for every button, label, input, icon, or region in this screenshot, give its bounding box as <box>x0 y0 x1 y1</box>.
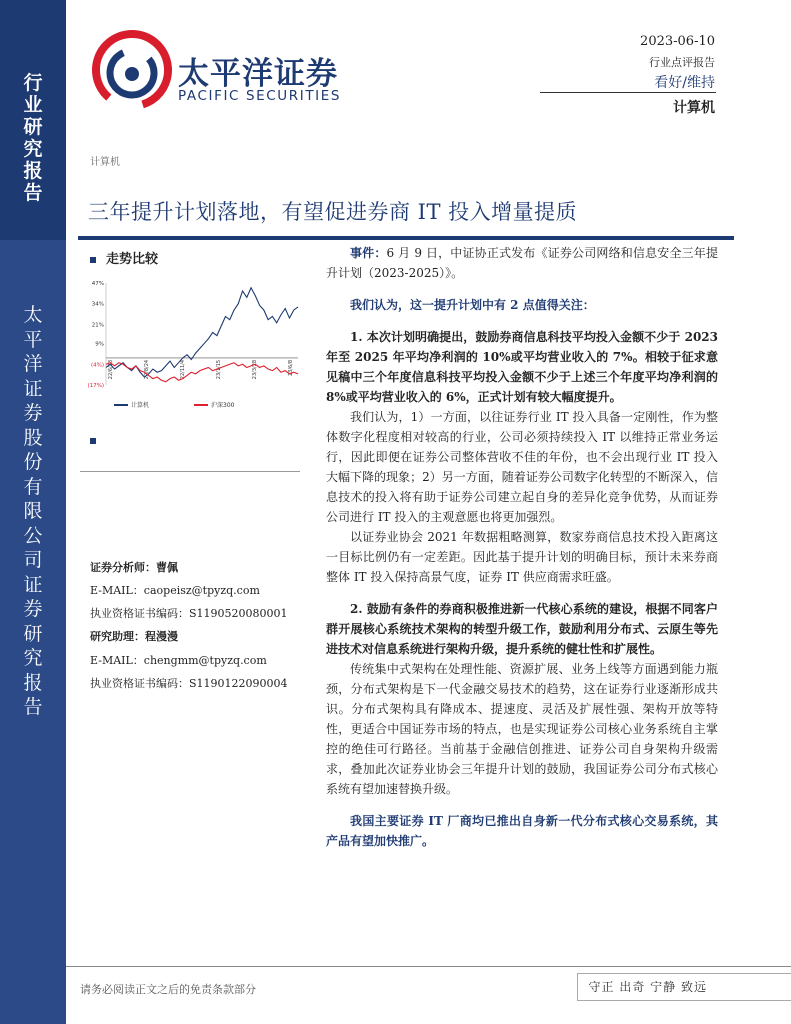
report-body <box>326 243 718 851</box>
event-paragraph <box>326 243 718 283</box>
logo-chinese-name: 太平洋证券 <box>178 56 338 92</box>
header-divider <box>540 92 716 93</box>
sidebar-bottom-char: 平 <box>23 328 43 351</box>
sidebar-top-char: 报 <box>23 160 43 182</box>
x-tick-label: 23/3/28 <box>252 359 258 380</box>
point1-body2: 以证券业协会 2021 年数据粗略测算，数家券商信息技术投入距离这一目标比例仍有一定差距。因此基于提升计划的明确目标，预计未来券商整体 IT 投入保持高景气度，证券 IT 供应商需求旺盛。 <box>326 530 718 584</box>
conclusion-paragraph: 我国主要证券 IT 厂商均已推出自身新一代分布式核心交易系统，其产品有望加快推广。 <box>326 814 718 848</box>
footer-divider <box>66 966 791 967</box>
sidebar-bottom-char: 限 <box>23 500 43 522</box>
sidebar-top-char: 研 <box>23 116 43 138</box>
sidebar-bottom-char: 太 <box>23 304 43 326</box>
sidebar-bottom-char: 股 <box>23 426 43 449</box>
sidebar-bottom-char: 报 <box>23 671 43 694</box>
event-text: 6 月 9 日，中证协正式发布《证券公司网络和信息安全三年提升计划（2023-2025）》。 <box>326 246 718 280</box>
assistant-email: E-MAIL：chengmm@tpyzq.com <box>90 654 267 667</box>
sidebar-bottom-char: 券 <box>23 402 43 424</box>
y-tick-label: 9% <box>95 341 104 348</box>
analyst-name: 证券分析师：曹佩 <box>90 561 178 574</box>
point1-title: 1. 本次计划明确提出，鼓励券商信息科技平均投入金额不少于 2023 年至 2025 年平均净利润的 10%或平均营业收入的 7%。相较于征求意见稿中三个年度信息科技平均投入金额不少于上述三个年度平均净利润的 8%或平均营业收入的 6%，正式计划有较大幅度提升。 <box>326 330 718 404</box>
sidebar-bottom-char: 研 <box>23 622 43 645</box>
report-type: 行业点评报告 <box>649 56 715 69</box>
series-line-0 <box>106 288 298 380</box>
point1-body1: 我们认为，1）一方面，以往证券行业 IT 投入具备一定刚性，作为整体数字化程度相对较高的行业，公司必须持续投入 IT 以维持正常业务运行，因此即便在证券公司整体营收不佳的年份，也不会出现行业 IT 投入大幅下降的现象；2）另一方面，随着证券公司数字化转型的不断深入，信息技术的投入将有助于证券公司建立起自身的差异化竞争优势，从而证券公司进行 IT 投入的主观意愿也将更加强烈。 <box>326 410 718 524</box>
sidebar-bottom-char: 有 <box>23 475 43 498</box>
left-divider <box>80 471 300 472</box>
x-tick-label: 23/6/8 <box>288 359 294 376</box>
assistant-name: 研究助理：程漫漫 <box>90 630 178 643</box>
lead-paragraph: 我们认为，这一提升计划中有 2 点值得关注： <box>350 298 595 312</box>
bullet-square-icon <box>90 438 96 444</box>
sidebar-bottom-char: 司 <box>23 549 43 571</box>
y-tick-label: (17%) <box>87 383 104 389</box>
point2-title: 2. 鼓励有条件的券商积极推进新一代核心系统的建设，根据不同客户群开展核心系统技术架构的转型升级工作，鼓励利用分布式、云原生等先进技术对信息系统进行架构升级，提升系统的健壮性和扩展性。 <box>326 602 718 656</box>
sidebar-top-char: 告 <box>23 182 43 204</box>
sidebar-bottom-char: 证 <box>23 377 43 400</box>
trend-section-title <box>90 248 158 267</box>
sidebar-bottom-char: 究 <box>23 647 43 669</box>
sidebar-top-char: 业 <box>23 94 43 116</box>
trend-chart <box>84 275 304 415</box>
sidebar-top-char: 行 <box>23 72 43 94</box>
sidebar <box>0 0 66 1024</box>
industry: 计算机 <box>673 100 715 116</box>
page-title: 三年提升计划落地，有望促进券商 IT 投入增量提质 <box>88 200 578 224</box>
x-tick-label: 22/11/4 <box>180 359 186 380</box>
sidebar-bottom-char: 券 <box>23 598 43 620</box>
breadcrumb: 计算机 <box>90 157 120 168</box>
trend-section-label: 走势比较 <box>106 252 159 267</box>
legend-label: 沪深300 <box>211 402 235 409</box>
title-underline <box>78 236 734 240</box>
sidebar-bottom-char: 证 <box>23 573 43 596</box>
y-tick-label: 34% <box>91 301 104 308</box>
sidebar-bottom-char: 告 <box>23 696 43 718</box>
event-label: 事件： <box>350 246 387 260</box>
logo-english-name: PACIFIC SECURITIES <box>178 88 342 104</box>
x-tick-label: 22/8/24 <box>144 359 150 380</box>
sidebar-bottom-char: 公 <box>23 524 43 547</box>
legend-label: 计算机 <box>131 402 150 409</box>
assistant-cert: 执业资格证书编码：S1190122090004 <box>90 677 288 690</box>
series-line-1 <box>106 363 298 382</box>
y-tick-label: 47% <box>91 281 104 287</box>
sidebar-report-category <box>0 72 66 204</box>
y-tick-label: 21% <box>91 322 104 329</box>
sidebar-bottom-char: 份 <box>23 451 43 473</box>
y-tick-label: (4%) <box>90 362 104 369</box>
footer-disclaimer: 请务必阅读正文之后的免责条款部分 <box>80 983 256 996</box>
sidebar-company-name <box>0 303 66 720</box>
bullet-square-icon <box>90 257 96 263</box>
analyst-email: E-MAIL：caopeisz@tpyzq.com <box>90 584 260 597</box>
x-tick-label: 22/6/13 <box>108 359 114 380</box>
analyst-cert: 执业资格证书编码：S1190520080001 <box>90 607 288 620</box>
point2-body: 传统集中式架构在处理性能、资源扩展、业务上线等方面遇到能力瓶颈，分布式架构是下一代金融交易技术的趋势，这在证券行业逐渐形成共识。分布式架构具有降成本、提速度、灵活及扩展性强、架构开放等特性，更适合中国证券市场的特点，也是实现证券公司核心业务系统自主掌控的绝佳可行路径。当前基于金融信创推进、证券公司自身架构升级需求，叠加此次证券业协会三年提升计划的鼓励，我国证券公司分布式核心系统有望加速替换升级。 <box>326 662 718 796</box>
sidebar-top-char: 究 <box>23 138 43 160</box>
sidebar-bottom-char: 洋 <box>23 353 43 375</box>
footer-motto: 守正 出奇 宁静 致远 <box>577 973 791 1001</box>
report-date: 2023-06-10 <box>640 34 715 49</box>
x-tick-label: 23/1/15 <box>216 359 222 380</box>
rating: 看好/维持 <box>654 75 715 91</box>
